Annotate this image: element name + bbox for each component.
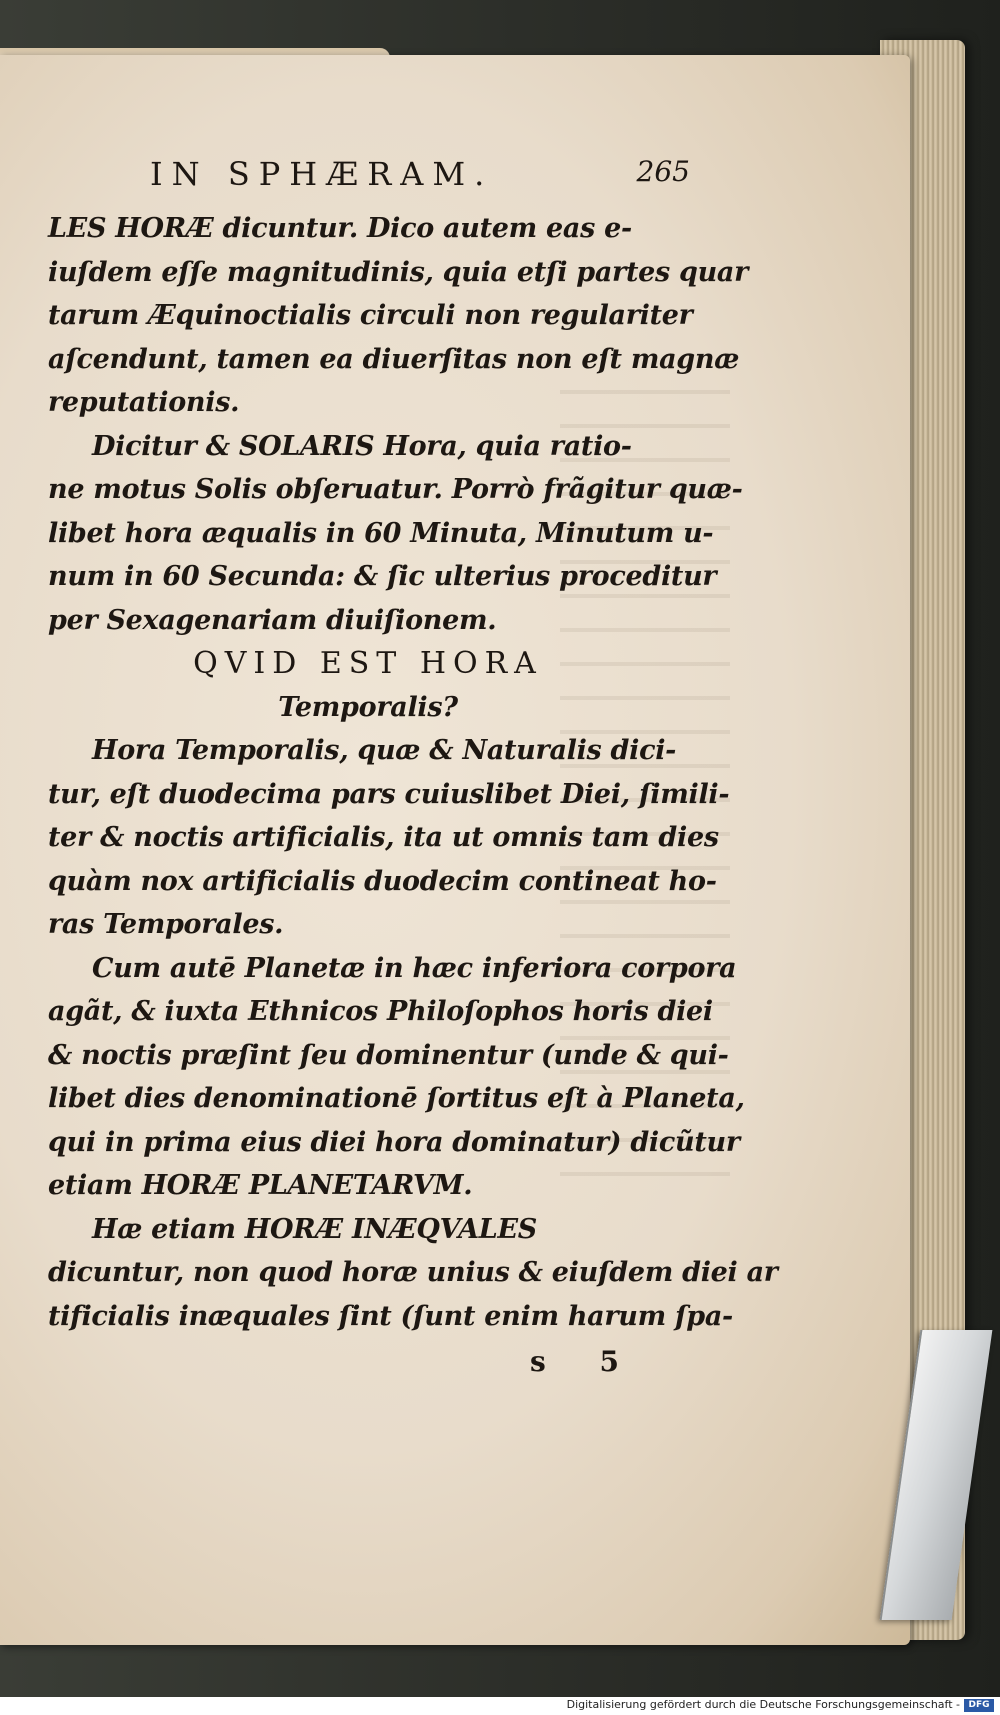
body-text [48, 207, 778, 1338]
paragraph-3 [48, 729, 730, 947]
text-line: Hora Temporalis, quæ & Naturalis dici- [92, 735, 677, 766]
paragraph-4 [48, 947, 745, 1208]
text-line: quàm nox artificialis duodecim contineat ho- [48, 865, 717, 897]
text-line: ter & noctis artificialis, ita ut omnis tam dies [48, 822, 719, 853]
running-head: IN SPHÆRAM. [150, 155, 494, 193]
text-line: & noctis præſint ſeu dominentur (unde & qui- [48, 1039, 729, 1071]
text-line: agãt, & iuxta Ethnicos Philoſophos horis diei [48, 996, 713, 1027]
text-line: libet hora æqualis in 60 Minuta, Minutum u- [48, 517, 714, 549]
text-line: per Sexagenariam diuiſionem. [48, 604, 497, 636]
text-line: ne motus Solis obſeruatur. Porrò frãgitur quæ- [48, 474, 743, 505]
page-number: 265 [636, 155, 690, 188]
paragraph-5 [48, 1208, 778, 1339]
dfg-logo: DFG [964, 1699, 994, 1712]
text-line: tur, eſt duodecima pars cuiuslibet Diei, ſimili- [48, 778, 730, 810]
text-line: etiam HORÆ PLANETARVM. [48, 1170, 473, 1201]
paragraph-1 [48, 207, 749, 425]
text-line: reputationis. [48, 387, 240, 418]
text-line: tificialis inæquales ſint (ſunt enim harum ſpa- [48, 1300, 733, 1332]
text-line: LES HORÆ dicuntur. Dico autem eas e- [48, 213, 632, 244]
section-heading: QVID EST HORA [193, 646, 543, 681]
text-line: aſcendunt, tamen ea diuerſitas non eſt magnæ [48, 343, 740, 375]
text-line: ras Temporales. [48, 909, 284, 940]
text-line: num in 60 Secunda: & ſic ulterius proceditur [48, 561, 717, 592]
page-header [150, 155, 690, 205]
footer-credit: Digitalisierung gefördert durch die Deutsche Forschungsgemeinschaft - [566, 1698, 960, 1711]
text-line: tarum Æquinoctialis circuli non regulariter [48, 300, 693, 331]
text-line: iuſdem eſſe magnitudinis, quia etſi partes quar [48, 256, 749, 288]
section-subheading: Temporalis? [278, 691, 458, 723]
paragraph-2 [48, 425, 743, 643]
text-line: qui in prima eius diei hora dominatur) dicũtur [48, 1126, 740, 1158]
signature-mark: s 5 [530, 1345, 641, 1378]
text-line: libet dies denominationē ſortitus eſt à Planeta, [48, 1083, 745, 1114]
text-line: Dicitur & SOLARIS Hora, quia ratio- [92, 430, 632, 462]
text-line: dicuntur, non quod horæ unius & eiuſdem diei ar [48, 1257, 778, 1288]
text-line: Hæ etiam HORÆ INÆQVALES [92, 1213, 537, 1245]
text-line: Cum autē Planetæ in hæc inferiora corpora [92, 952, 737, 984]
